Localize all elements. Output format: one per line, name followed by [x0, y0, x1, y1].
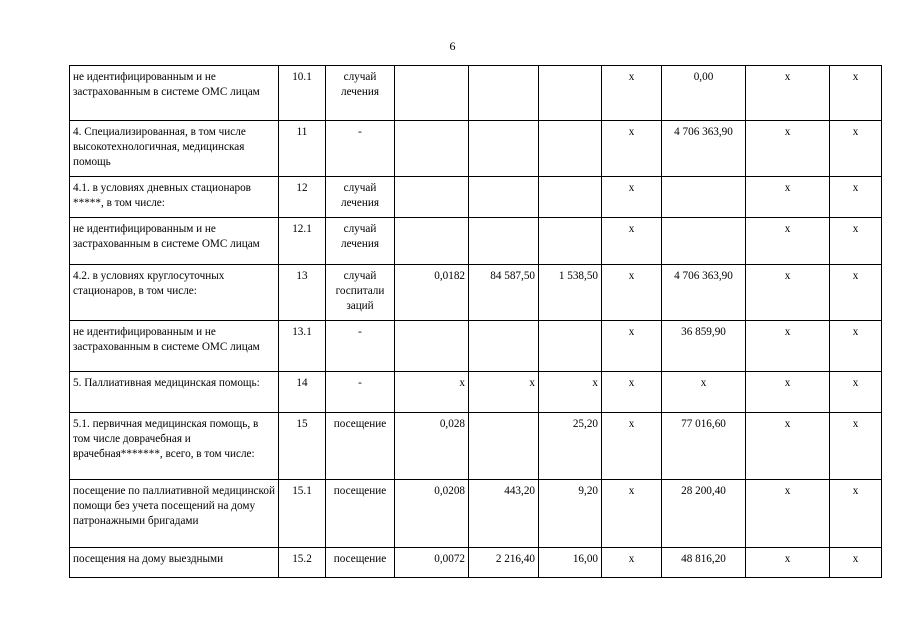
table-row: [70, 480, 882, 548]
row-unit: посещение: [326, 413, 395, 480]
row-per-capita: 1 538,50: [539, 265, 602, 321]
row-code: 13.1: [279, 321, 326, 372]
row-cost: [469, 66, 539, 121]
row-percent: х: [830, 265, 882, 321]
row-unit: случай лечения: [326, 66, 395, 121]
row-code: 15.2: [279, 548, 326, 578]
row-unit: -: [326, 321, 395, 372]
row-per-capita-oms: х: [602, 218, 662, 265]
row-per-capita: [539, 121, 602, 177]
row-total-oms: х: [746, 177, 830, 218]
row-percent: х: [830, 413, 882, 480]
row-unit: случай лечения: [326, 177, 395, 218]
row-norm: [395, 66, 469, 121]
row-unit: посещение: [326, 480, 395, 548]
row-total: 28 200,40: [662, 480, 746, 548]
row-per-capita-oms: х: [602, 480, 662, 548]
row-total-oms: х: [746, 480, 830, 548]
row-total: [662, 177, 746, 218]
table-row: [70, 265, 882, 321]
row-per-capita-oms: х: [602, 66, 662, 121]
page-number: 6: [449, 39, 456, 53]
table-row: [70, 321, 882, 372]
row-name: посещения на дому выездными: [70, 548, 279, 578]
row-total: 77 016,60: [662, 413, 746, 480]
row-per-capita-oms: х: [602, 372, 662, 413]
table-row: [70, 121, 882, 177]
row-name: посещение по паллиативной медицинской помощи без учета посещений на дому патронажными бригадами: [70, 480, 279, 548]
table-row: [70, 413, 882, 480]
row-cost: 84 587,50: [469, 265, 539, 321]
row-cost: [469, 218, 539, 265]
row-cost: х: [469, 372, 539, 413]
row-norm: 0,0208: [395, 480, 469, 548]
row-code: 11: [279, 121, 326, 177]
row-cost: 2 216,40: [469, 548, 539, 578]
row-name: не идентифицированным и не застрахованным в системе ОМС лицам: [70, 66, 279, 121]
row-code: 10.1: [279, 66, 326, 121]
row-total-oms: х: [746, 218, 830, 265]
row-total: 4 706 363,90: [662, 121, 746, 177]
table-row: [70, 177, 882, 218]
row-unit: -: [326, 121, 395, 177]
row-total: 0,00: [662, 66, 746, 121]
row-name: 4. Специализированная, в том числе высокотехнологичная, медицинская помощь: [70, 121, 279, 177]
row-name: 5. Паллиативная медицинская помощь:: [70, 372, 279, 413]
row-percent: х: [830, 177, 882, 218]
row-norm: [395, 121, 469, 177]
row-total: 36 859,90: [662, 321, 746, 372]
row-per-capita-oms: х: [602, 413, 662, 480]
row-total-oms: х: [746, 265, 830, 321]
row-per-capita: [539, 321, 602, 372]
row-percent: х: [830, 321, 882, 372]
row-norm: [395, 218, 469, 265]
table-row: [70, 372, 882, 413]
table-row: [70, 548, 882, 578]
row-percent: х: [830, 372, 882, 413]
row-name: 4.2. в условиях круглосуточных стационаров, в том числе:: [70, 265, 279, 321]
row-per-capita: [539, 66, 602, 121]
row-per-capita-oms: х: [602, 121, 662, 177]
row-per-capita: [539, 177, 602, 218]
row-name: 4.1. в условиях дневных стационаров *****, в том числе:: [70, 177, 279, 218]
row-cost: [469, 121, 539, 177]
row-unit: случай лечения: [326, 218, 395, 265]
row-unit: посещение: [326, 548, 395, 578]
row-per-capita: 16,00: [539, 548, 602, 578]
table-row: [70, 218, 882, 265]
row-per-capita: 25,20: [539, 413, 602, 480]
row-total-oms: х: [746, 413, 830, 480]
table-row: [70, 66, 882, 121]
row-unit: -: [326, 372, 395, 413]
row-norm: 0,0182: [395, 265, 469, 321]
row-per-capita-oms: х: [602, 548, 662, 578]
row-code: 15: [279, 413, 326, 480]
row-per-capita-oms: х: [602, 321, 662, 372]
row-total: 48 816,20: [662, 548, 746, 578]
row-norm: х: [395, 372, 469, 413]
row-code: 14: [279, 372, 326, 413]
row-total-oms: х: [746, 321, 830, 372]
row-cost: [469, 177, 539, 218]
data-table: [69, 65, 882, 578]
row-norm: [395, 321, 469, 372]
row-name: не идентифицированным и не застрахованным в системе ОМС лицам: [70, 321, 279, 372]
row-total-oms: х: [746, 372, 830, 413]
row-total: х: [662, 372, 746, 413]
row-code: 12: [279, 177, 326, 218]
row-total-oms: х: [746, 548, 830, 578]
row-per-capita: [539, 218, 602, 265]
row-cost: 443,20: [469, 480, 539, 548]
row-norm: 0,0072: [395, 548, 469, 578]
row-unit: случай госпитали заций: [326, 265, 395, 321]
row-per-capita: 9,20: [539, 480, 602, 548]
row-cost: [469, 321, 539, 372]
row-per-capita-oms: х: [602, 265, 662, 321]
row-norm: 0,028: [395, 413, 469, 480]
row-name: 5.1. первичная медицинская помощь, в том числе доврачебная и врачебная*******, всего, в том числе:: [70, 413, 279, 480]
row-percent: х: [830, 66, 882, 121]
row-norm: [395, 177, 469, 218]
row-code: 13: [279, 265, 326, 321]
row-total-oms: х: [746, 66, 830, 121]
row-total: 4 706 363,90: [662, 265, 746, 321]
row-percent: х: [830, 480, 882, 548]
row-per-capita: х: [539, 372, 602, 413]
row-percent: х: [830, 548, 882, 578]
row-code: 15.1: [279, 480, 326, 548]
row-percent: х: [830, 218, 882, 265]
row-percent: х: [830, 121, 882, 177]
row-total-oms: х: [746, 121, 830, 177]
row-code: 12.1: [279, 218, 326, 265]
row-total: [662, 218, 746, 265]
row-per-capita-oms: х: [602, 177, 662, 218]
row-cost: [469, 413, 539, 480]
row-name: не идентифицированным и не застрахованным в системе ОМС лицам: [70, 218, 279, 265]
